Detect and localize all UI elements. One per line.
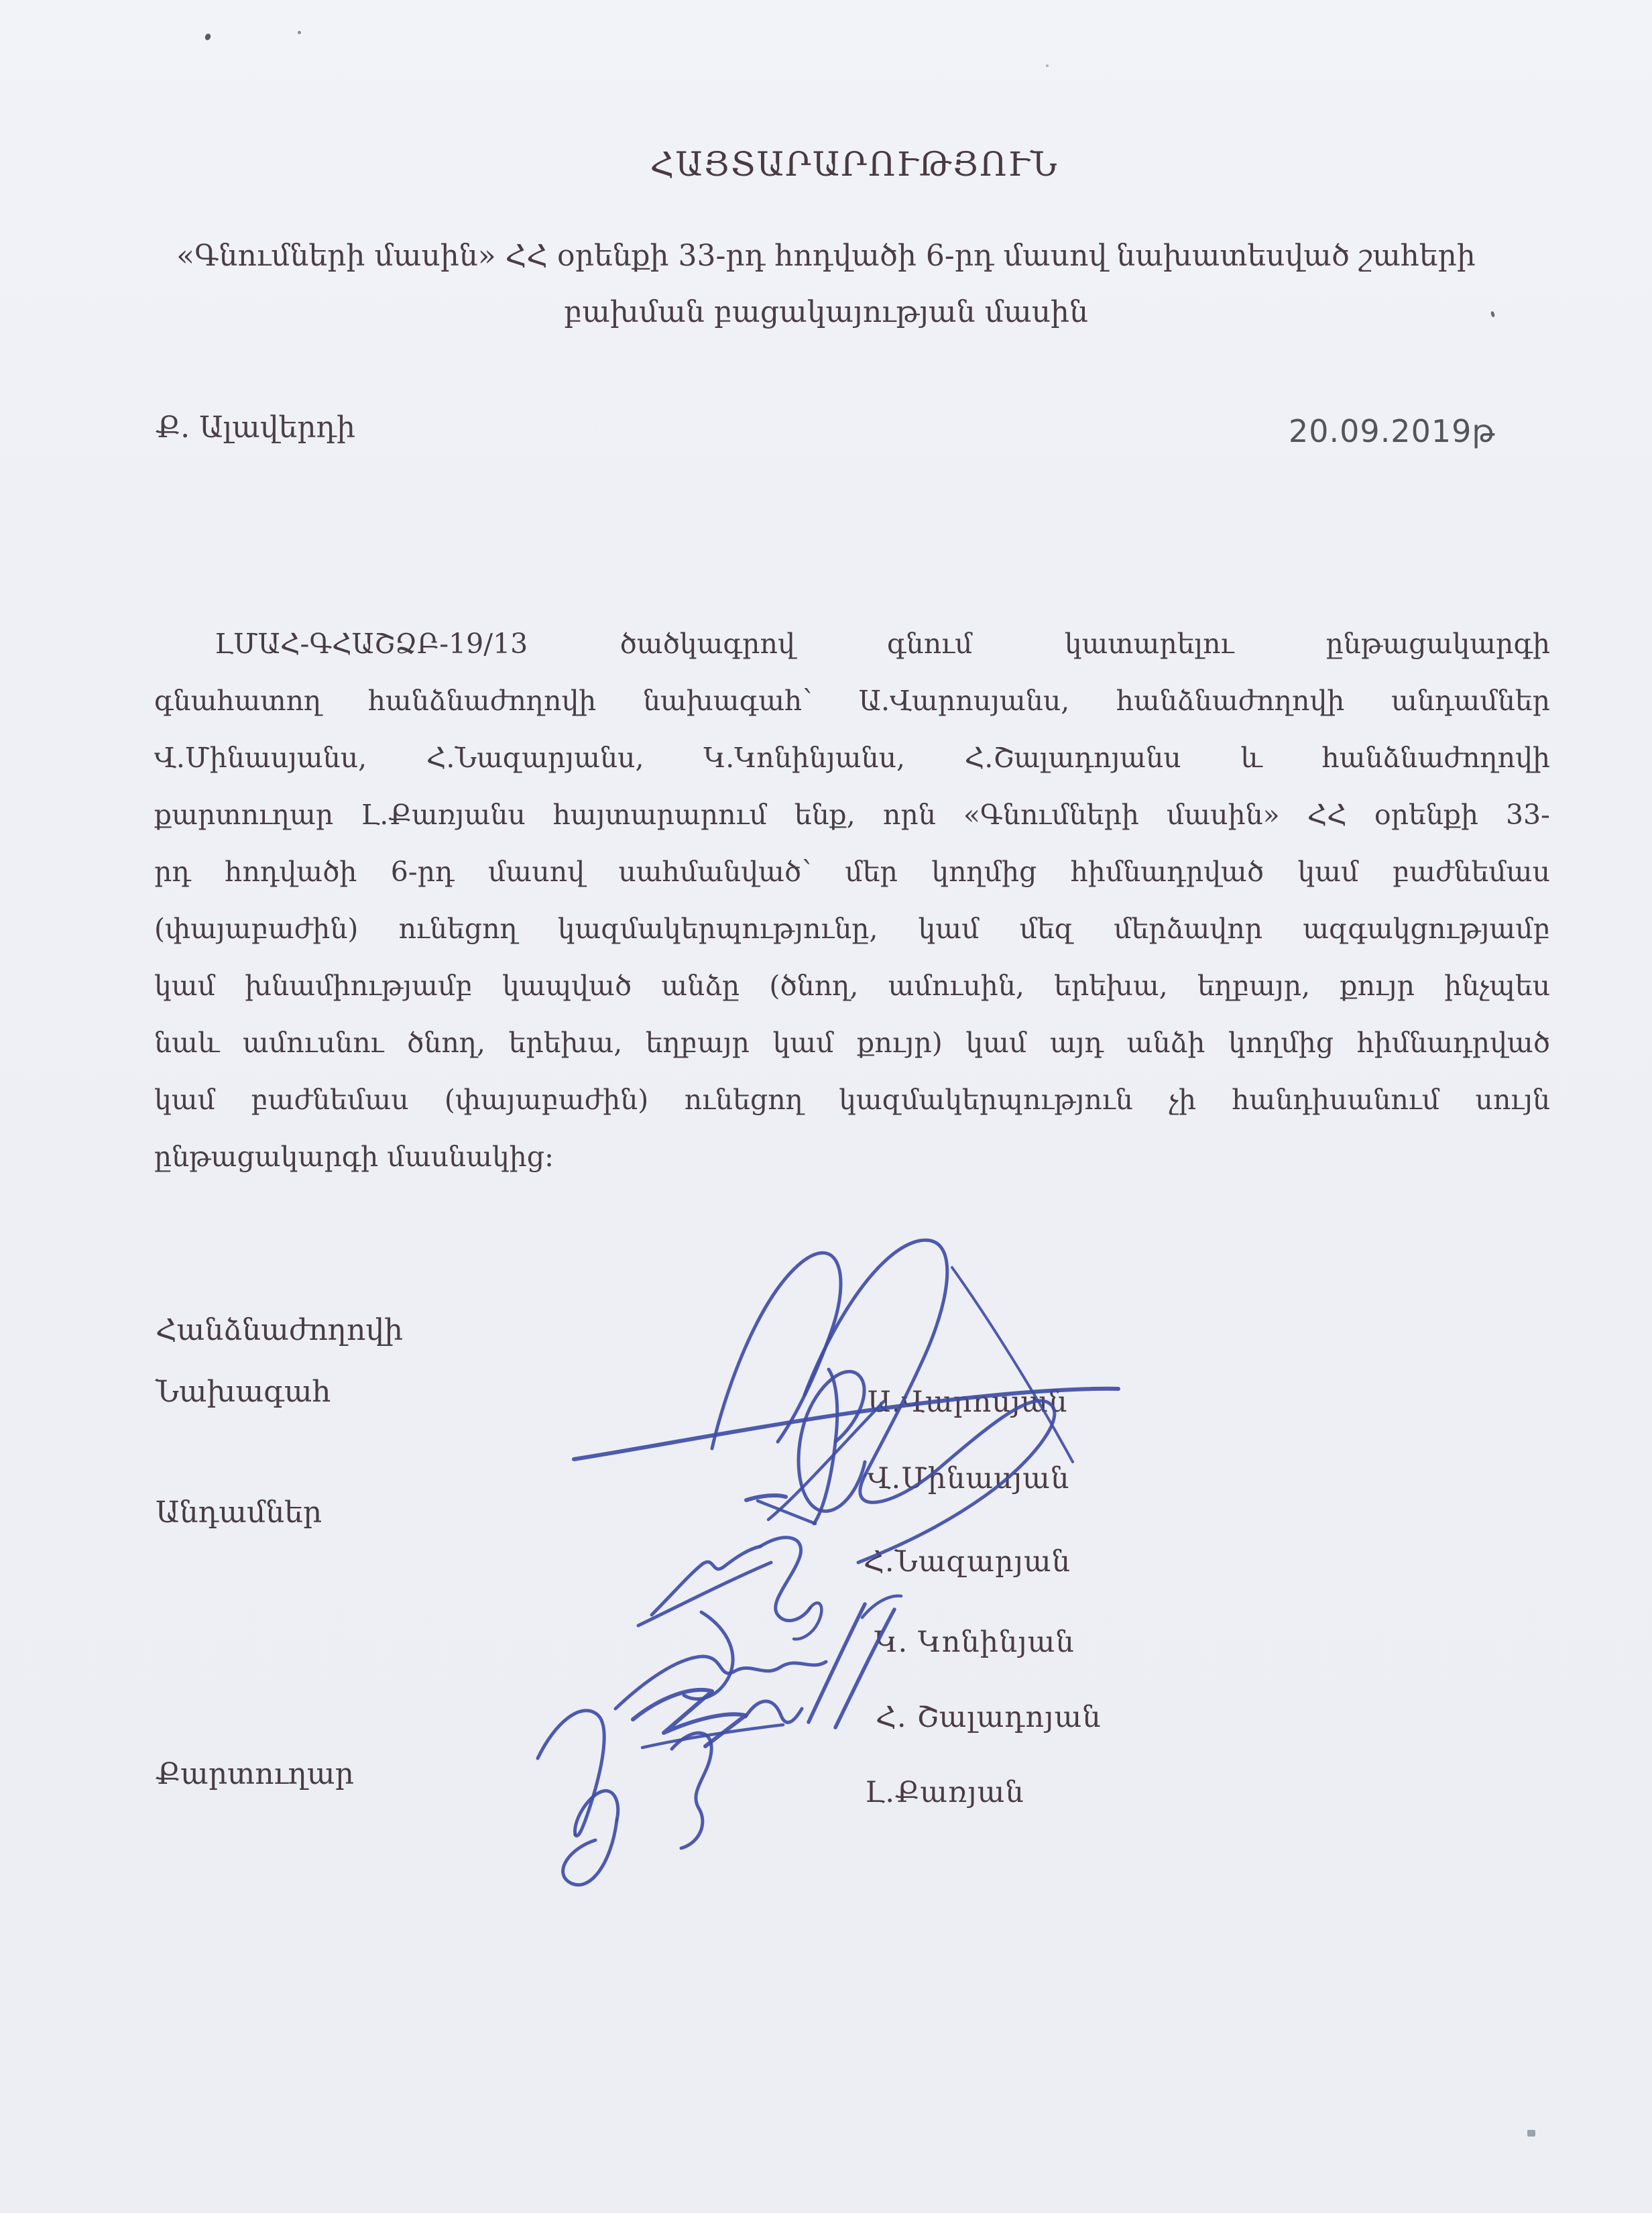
body-line: գնահատող հանձնաժողովի նախագահ՝ Ա.Վարոսյանս, հանձնաժողովի անդամներ [154,685,1550,717]
signer-name-varosyan: Ա.Վարոսյան [868,1385,1068,1419]
signer-name-koninyan: Կ. Կոնինյան [874,1626,1075,1659]
body-line: րդ հոդվածի 6-րդ մասով սահմանված՝ մեր կողմից հիմնադրված կամ բաժնեմաս [154,856,1550,888]
body-line: Վ.Մինասյանս, Հ.Նազարյանս, Կ.Կոնինյանս, Հ.Շալադոյանս և հանձնաժողովի [154,742,1550,774]
signature-karyan-icon [538,1711,711,1885]
body-line: (փայաբաժին) ունեցող կազմակերպությունը, կամ մեզ մերձավոր ազգակցությամբ [154,913,1550,945]
signature-nazaryan-icon [638,1538,821,1640]
signer-name-karyan: Լ.Քառյան [865,1776,1024,1809]
scan-speck [204,33,211,41]
scan-speck [1527,2130,1535,2137]
document-title: ՀԱՅՏԱՐԱՐՈՒԹՅՈՒՆ [650,145,1059,184]
body-paragraph [154,616,1550,1186]
signature-minasyan-icon [758,1369,884,1524]
signer-name-nazaryan: Հ.Նազարյան [864,1545,1071,1579]
scan-speck [298,31,301,34]
label-chairman: Նախագահ [156,1375,331,1409]
signer-name-shaladoyan: Հ. Շալադոյան [876,1701,1102,1734]
label-members: Անդամներ [156,1495,322,1530]
label-secretary: Քարտուղար [156,1757,354,1791]
signer-name-minasyan: Վ.Մինասյան [868,1462,1070,1495]
body-line: կամ խնամիությամբ կապված անձը (ծնող, ամուսին, երեխա, եղբայր, քույր ինչպես [154,970,1550,1002]
place-city: Ք. Ալավերդի [156,410,356,445]
signature-shaladoyan-icon [633,1612,802,1748]
label-commission: Հանձնաժողովի [156,1313,404,1347]
subtitle-line-1: «Գնումների մասին» ՀՀ օրենքի 33-րդ հոդվածի 6-րդ մասով նախատեսված շահերի [176,239,1476,273]
body-line: ԼՄԱՀ-ԳՀԱՇՁԲ-19/13 ծածկագրով գնում կատարելու ընթացակարգի [215,628,1550,660]
subtitle-line-2: բախման բացակայության մասին [564,295,1088,329]
body-line: նաև ամուսնու ծնող, երեխա, եղբայր կամ քույր) կամ այդ անձի կողմից հիմնադրված [154,1027,1550,1059]
document-subtitle [68,228,1584,341]
body-line: քարտուղար Լ.Քառյանս հայտարարում ենք, որն «Գնումների մասին» ՀՀ օրենքի 33- [154,799,1550,831]
body-line: կամ բաժնեմաս (փայաբաժին) ունեցող կազմակերպություն չի հանդիսանում սույն [154,1084,1550,1116]
document-date: 20.09.2019թ [1289,413,1496,449]
scan-speck [1046,64,1049,67]
signature-koninyan-icon [615,1596,901,1727]
body-line: ընթացակարգի մասնակից: [154,1141,554,1173]
